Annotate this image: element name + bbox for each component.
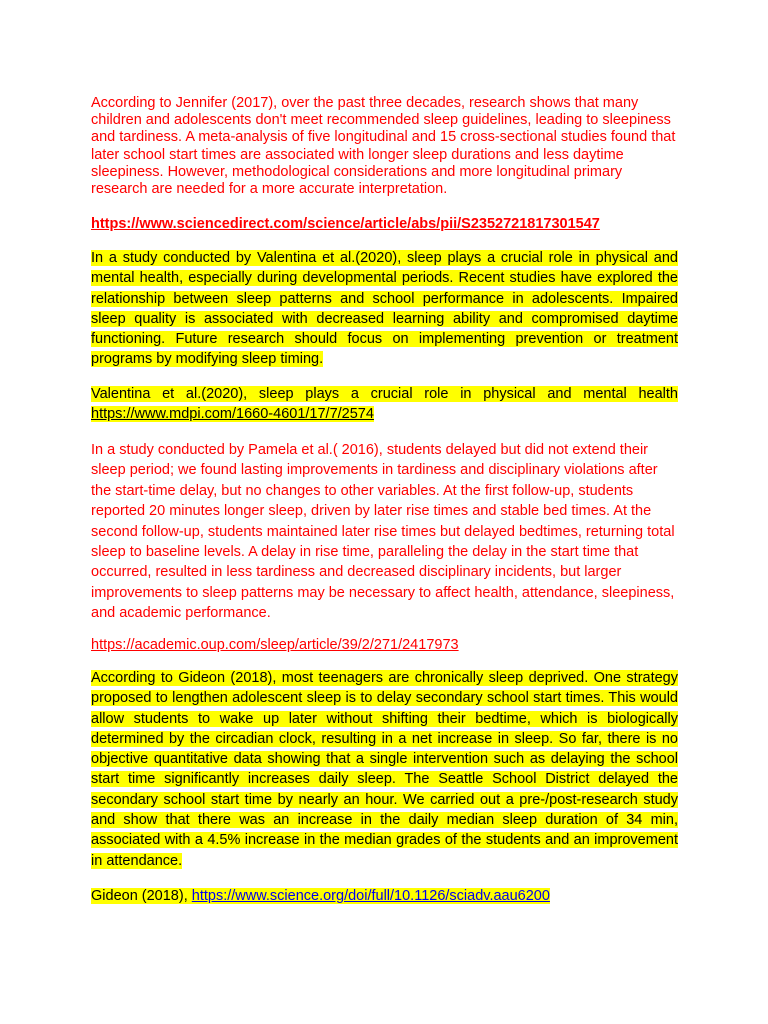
reference-link-sciencedirect-paragraph <box>91 216 678 233</box>
link-oup[interactable]: https://academic.oup.com/sleep/article/39/2/271/2417973 <box>91 637 459 653</box>
paragraph-pamela: In a study conducted by Pamela et al.( 2016), students delayed but did not extend their sleep period; we found lasting improvements in tardiness and disciplinary violations after the start-time delay, but no changes to other variables. At the first follow-up, students reported 20 minutes longer sleep, driven by later rise times and stable bed times. At the second follow-up, students maintained later rise times but delayed bedtimes, returning total sleep to baseline levels. A delay in rise time, paralleling the delay in the start time that occurred, resulted in less tardiness and decreased disciplinary incidents, but larger improvements to sleep patterns may be necessary to affect health, attendance, sleepiness, and academic performance. <box>91 442 675 622</box>
paragraph-valentina <box>91 248 678 370</box>
gideon-reference-text: Gideon (2018), <box>91 888 192 904</box>
paragraph-valentina-text: In a study conducted by Valentina et al.(2020), sleep plays a crucial role in physical and mental health, especially during developmental periods. Recent studies have explored the relationship between sleep patterns and school performance in adolescents. Impaired sleep quality is associated with decreased learning ability and compromised daytime functioning. Future research should focus on implementing prevention or treatment programs by modifying sleep timing. <box>91 250 678 368</box>
paragraph-gideon <box>91 668 678 871</box>
valentina-reference-text: Valentina et al.(2020), sleep plays a crucial role in physical and mental health <box>91 386 678 402</box>
link-mdpi[interactable]: https://www.mdpi.com/1660-4601/17/7/2574 <box>91 406 374 423</box>
paragraph-gideon-text: According to Gideon (2018), most teenagers are chronically sleep deprived. One strategy proposed to lengthen adolescent sleep is to delay secondary school start times. This would allow students to wake up later without shifting their bedtime, which is biologically determined by the circadian clock, resulting in a net increase in sleep. So far, there is no objective quantitative data showing that a single intervention such as delaying the school start time significantly increases daily sleep. The Seattle School District delayed the secondary school start time by nearly an hour. We carried out a pre-/post-research study and show that there was an increase in the daily median sleep duration of 34 min, associated with a 4.5% increase in the median grades of the students and an improvement in attendance. <box>91 670 678 869</box>
paragraph-gideon-reference <box>91 888 678 905</box>
paragraph-jennifer: According to Jennifer (2017), over the past three decades, research shows that many children and adolescents don't meet recommended sleep guidelines, leading to sleepiness and tardiness. A meta-analysis of five longitudinal and 15 cross-sectional studies found that later school start times are associated with longer sleep durations and less daytime sleepiness. However, methodological considerations and more longitudinal primary research are needed for a more accurate interpretation. <box>91 95 676 198</box>
reference-link-oup-paragraph <box>91 637 678 654</box>
link-sciencedirect[interactable]: https://www.sciencedirect.com/science/article/abs/pii/S2352721817301547 <box>91 216 600 232</box>
paragraph-valentina-reference <box>91 384 678 425</box>
link-science-org[interactable]: https://www.science.org/doi/full/10.1126/sciadv.aau6200 <box>191 888 550 904</box>
